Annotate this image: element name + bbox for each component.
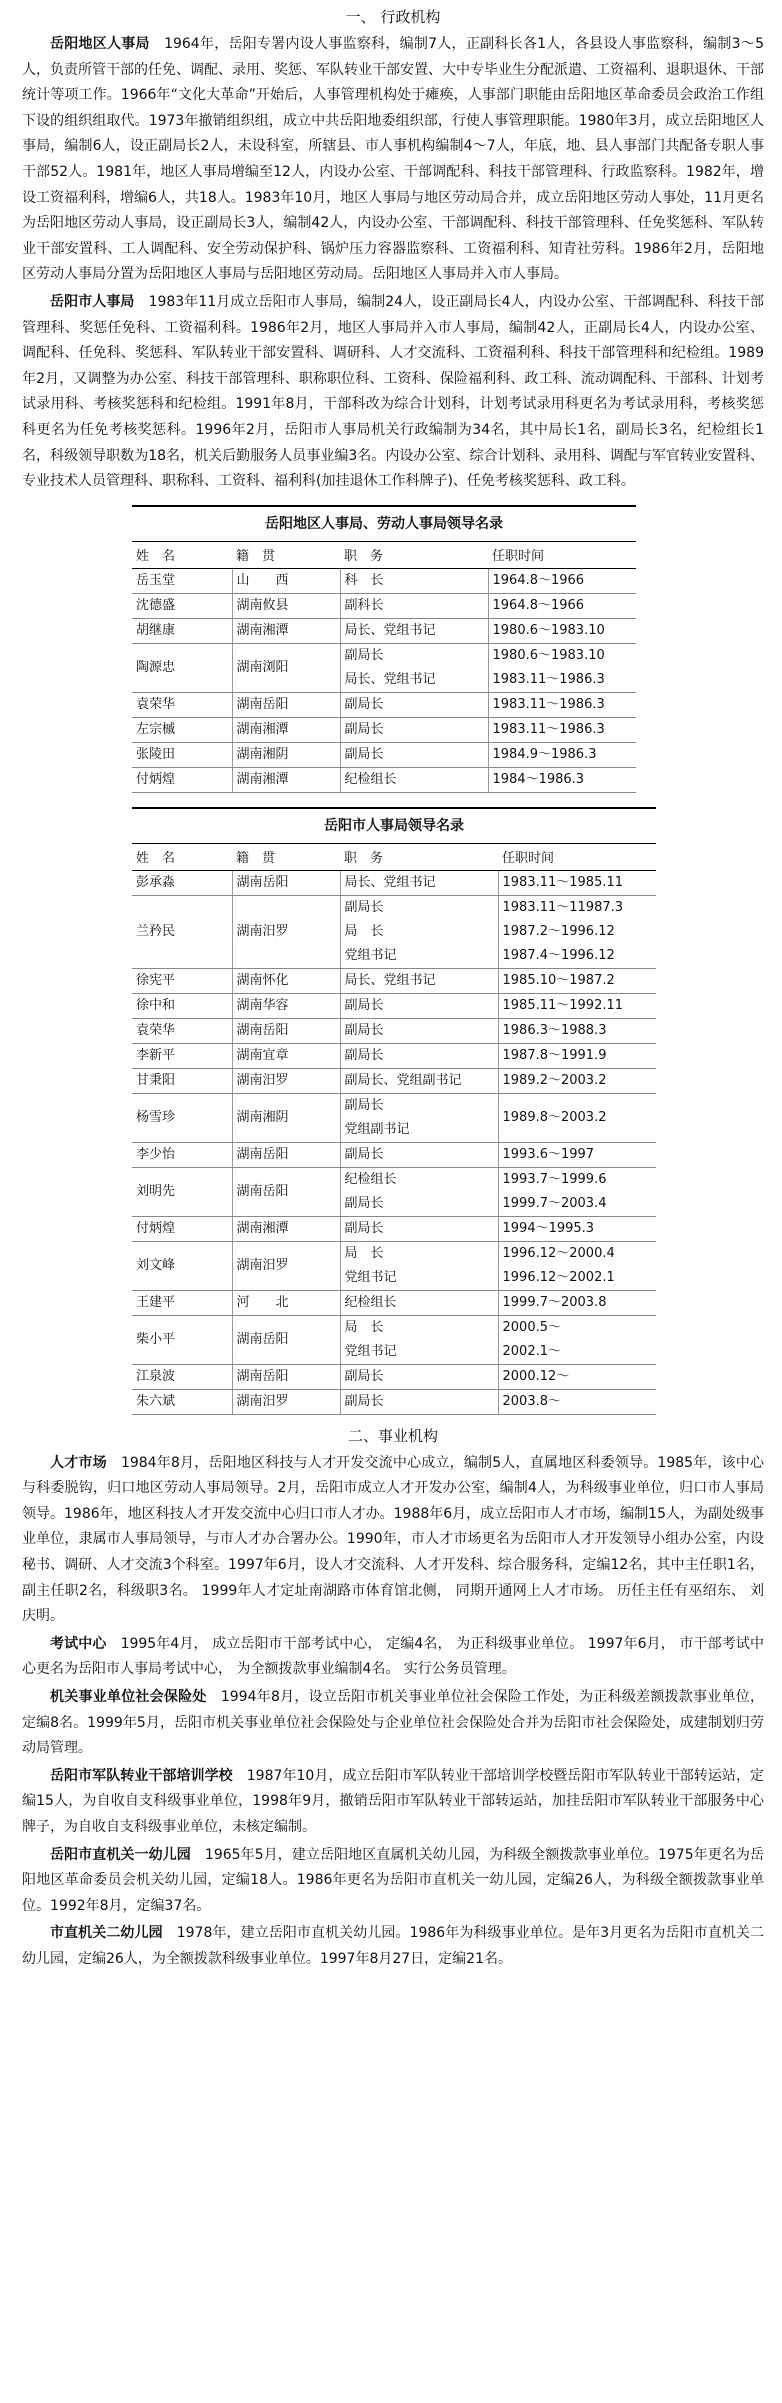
post-line: 局长、党组书记 (344, 874, 436, 890)
cell-post (340, 618, 488, 643)
table-row (132, 1018, 656, 1043)
table-row (132, 1043, 656, 1068)
cell-name: 袁荣华 (132, 692, 232, 717)
cell-term (488, 643, 636, 692)
paragraph-text: 1995年4月， 成立岳阳市干部考试中心， 定编4名， 为正科级事业单位。 1997年6月， 市干部考试中心更名为岳阳市人事局考试中心， 为全额拨款事业编制4名。 实行公务员管理。 (22, 1635, 764, 1678)
cell-term (488, 742, 636, 767)
term-line: 1984.9～1986.3 (492, 746, 597, 762)
cell-term (498, 1093, 656, 1142)
cell-origin: 湖南湘潭 (232, 717, 340, 742)
term-line: 1983.11～1986.3 (492, 696, 605, 712)
cell-origin: 湖南攸县 (232, 593, 340, 618)
cell-name: 胡继康 (132, 618, 232, 643)
cell-name: 徐中和 (132, 993, 232, 1018)
cell-term (498, 1290, 656, 1315)
table-row (132, 1093, 656, 1142)
cell-name: 彭承淼 (132, 870, 232, 895)
term-line: 1987.8～1991.9 (502, 1047, 607, 1063)
paragraph-heading: 考试中心 (50, 1635, 107, 1652)
post-line: 局 长 (344, 1319, 384, 1335)
cell-name: 张陵田 (132, 742, 232, 767)
term-line: 1964.8～1966 (492, 572, 585, 588)
cell-origin: 湖南湘潭 (232, 767, 340, 792)
post-line: 副局长 (344, 899, 384, 915)
term-line: 1987.4～1996.12 (502, 947, 615, 963)
cell-origin: 湖南湘阴 (232, 742, 340, 767)
cell-term (488, 593, 636, 618)
cell-name: 朱六斌 (132, 1389, 232, 1414)
table-row (132, 870, 656, 895)
table-header-row (132, 541, 636, 568)
cell-origin: 湖南岳阳 (232, 1167, 340, 1216)
header-post: 职 务 (340, 843, 498, 870)
table-header-row (132, 843, 656, 870)
cell-name: 袁荣华 (132, 1018, 232, 1043)
header-origin: 籍 贯 (232, 843, 340, 870)
term-line: 1983.11～1986.3 (492, 671, 605, 687)
cell-origin: 湖南岳阳 (232, 692, 340, 717)
cell-name: 陶源忠 (132, 643, 232, 692)
cell-name: 岳玉堂 (132, 568, 232, 593)
paragraph-text: 1983年11月成立岳阳市人事局，编制24人，设正副局长4人，内设办公室、干部调配科、科技干部管理科、奖惩任免科、工资福利科。1986年2月，地区人事局并入市人事局，编制42人，正副局长4人，内设办公室、调配科、任免科、奖惩科、军队转业干部安置科、调研科、人才交流科、工资福利科、科技干部管理科和纪检组。1989年2月，又调整为办公室、科技干部管理科、职称职位科、工资科、保险福利科、政工科、流动调配科、干部科、计划考试录用科、考核奖惩科和纪检组。1991年8月，干部科改为综合计划科，计划考试录用科更名为考试录用科，考核奖惩科更名为任免考核奖惩科。1996年2月，岳阳市人事局机关行政编制为34名，其中局长1名，副局长3名，纪检组长1名，科级领导职数为18名，机关后勤服务人员事业编3名。内设办公室、综合计划科、录用科、调配与军官转业安置科、专业技术人员管理科、职称科、工资科、福利科(加挂退休工作科牌子)、任免考核奖惩科、政工科。 (22, 293, 764, 490)
cell-post (340, 1142, 498, 1167)
cell-name: 柴小平 (132, 1315, 232, 1364)
cell-post (340, 1093, 498, 1142)
term-line: 1996.12～2000.4 (502, 1245, 615, 1261)
post-line: 副局长 (344, 1220, 384, 1236)
paragraph-heading: 市直机关二幼儿园 (50, 1925, 163, 1942)
post-line: 科 长 (344, 572, 384, 588)
cell-origin: 湖南岳阳 (232, 1364, 340, 1389)
post-line: 副局长 (344, 1022, 384, 1038)
term-line: 1999.7～2003.4 (502, 1195, 607, 1211)
cell-origin: 湖南岳阳 (232, 1315, 340, 1364)
cell-term (498, 1142, 656, 1167)
post-line: 副局长 (344, 1047, 384, 1063)
post-line: 副局长 (344, 696, 384, 712)
cell-origin: 湖南湘潭 (232, 618, 340, 643)
cell-origin: 湖南华容 (232, 993, 340, 1018)
header-name: 姓 名 (132, 843, 232, 870)
cell-origin: 湖南怀化 (232, 968, 340, 993)
paragraph-heading: 岳阳市军队转业干部培训学校 (50, 1767, 233, 1784)
table-row (132, 1364, 656, 1389)
term-line: 1989.2～2003.2 (502, 1072, 607, 1088)
table-row (132, 1216, 656, 1241)
term-line: 1983.11～1985.11 (502, 874, 624, 890)
cell-post (340, 1018, 498, 1043)
cell-post (340, 1068, 498, 1093)
post-line: 副局长 (344, 997, 384, 1013)
paragraph-heading: 岳阳地区人事局 (50, 36, 150, 52)
cell-origin: 湖南湘阴 (232, 1093, 340, 1142)
term-line: 1986.3～1988.3 (502, 1022, 607, 1038)
term-line: 2003.8～ (502, 1393, 561, 1409)
cell-term (498, 1043, 656, 1068)
table-caption: 岳阳地区人事局、劳动人事局领导名录 (132, 505, 636, 541)
paragraph-social-insurance (22, 1685, 764, 1762)
post-line: 局长、党组书记 (344, 972, 436, 988)
header-term: 任职时间 (498, 843, 656, 870)
cell-post (340, 692, 488, 717)
cell-term (498, 1241, 656, 1290)
term-line: 2000.5～ (502, 1319, 561, 1335)
post-line: 党组书记 (344, 1343, 397, 1359)
cell-term (498, 1389, 656, 1414)
table-row (132, 1290, 656, 1315)
post-line: 副局长 (344, 1097, 384, 1113)
table-row (132, 1241, 656, 1290)
paragraph-text: 1965年5月，建立岳阳地区直属机关幼儿园，为科级全额拨款事业单位。1975年更名为岳阳地区革命委员会机关幼儿园，定编18人。1986年更名为岳阳市直机关一幼儿园，定编26人，为科级全额拨款事业单位。1992年8月，定编37名。 (22, 1846, 765, 1914)
cell-name: 甘秉阳 (132, 1068, 232, 1093)
cell-name: 刘明先 (132, 1167, 232, 1216)
cell-origin: 湖南汨罗 (232, 1389, 340, 1414)
post-line: 局长、党组书记 (344, 622, 436, 638)
table-row (132, 692, 636, 717)
cell-name: 左宗槭 (132, 717, 232, 742)
cell-name: 李少怡 (132, 1142, 232, 1167)
post-line: 党组副书记 (344, 1121, 410, 1137)
term-line: 1987.2～1996.12 (502, 923, 615, 939)
cell-origin: 山 西 (232, 568, 340, 593)
table-row (132, 593, 636, 618)
term-line: 1984～1986.3 (492, 771, 585, 787)
header-post: 职 务 (340, 541, 488, 568)
cell-name: 李新平 (132, 1043, 232, 1068)
leader-roster-table-prefecture (132, 505, 636, 793)
cell-term (498, 1068, 656, 1093)
cell-post (340, 717, 488, 742)
term-line: 2002.1～ (502, 1343, 561, 1359)
cell-origin: 湖南汨罗 (232, 1241, 340, 1290)
cell-term (498, 870, 656, 895)
cell-post (340, 1241, 498, 1290)
cell-name: 杨雪珍 (132, 1093, 232, 1142)
cell-name: 王建平 (132, 1290, 232, 1315)
cell-post (340, 968, 498, 993)
post-line: 副科长 (344, 597, 384, 613)
cell-origin: 湖南汨罗 (232, 895, 340, 968)
cell-post (340, 1043, 498, 1068)
cell-origin: 湖南岳阳 (232, 1018, 340, 1043)
table-row (132, 643, 636, 692)
term-line: 2000.12～ (502, 1368, 570, 1384)
cell-term (488, 692, 636, 717)
cell-name: 付炳煌 (132, 767, 232, 792)
post-line: 副局长 (344, 1393, 384, 1409)
cell-term (498, 1216, 656, 1241)
document-page (22, 0, 764, 1975)
term-line: 1989.8～2003.2 (502, 1109, 607, 1125)
cell-origin: 湖南岳阳 (232, 870, 340, 895)
post-line: 纪检组长 (344, 1294, 397, 1310)
term-line: 1983.11～1986.3 (492, 721, 605, 737)
paragraph-exam-center (22, 1632, 764, 1683)
cell-post (340, 643, 488, 692)
term-line: 1983.11～11987.3 (502, 899, 624, 915)
term-line: 1980.6～1983.10 (492, 622, 605, 638)
cell-post (340, 1364, 498, 1389)
post-line: 副局长 (344, 1368, 384, 1384)
cell-term (488, 767, 636, 792)
cell-origin: 河 北 (232, 1290, 340, 1315)
cell-post (340, 993, 498, 1018)
post-line: 副局长 (344, 1146, 384, 1162)
table-row (132, 968, 656, 993)
cell-term (488, 618, 636, 643)
cell-name: 刘文峰 (132, 1241, 232, 1290)
term-line: 1980.6～1983.10 (492, 647, 605, 663)
table-row (132, 1167, 656, 1216)
paragraph-text: 1987年10月，成立岳阳市军队转业干部培训学校暨岳阳市军队转业干部转运站，定编15人，为自收自支科级事业单位，1998年9月，撤销岳阳市军队转业干部转运站，加挂岳阳市军队转业干部服务中心牌子，为自收自支科级事业单位，未核定编制。 (22, 1767, 765, 1835)
cell-post (340, 1290, 498, 1315)
cell-term (498, 968, 656, 993)
cell-post (340, 1315, 498, 1364)
paragraph-talent-market (22, 1451, 764, 1630)
cell-post (340, 895, 498, 968)
cell-post (340, 1389, 498, 1414)
cell-post (340, 870, 498, 895)
post-line: 党组书记 (344, 1269, 397, 1285)
post-line: 副局长 (344, 1195, 384, 1211)
post-line: 纪检组长 (344, 1171, 397, 1187)
paragraph-kindergarten-1 (22, 1843, 764, 1920)
term-line: 1985.10～1987.2 (502, 972, 615, 988)
term-line: 1993.6～1997 (502, 1146, 595, 1162)
paragraph-city-bureau (22, 290, 764, 495)
cell-origin: 湖南浏阳 (232, 643, 340, 692)
cell-post (340, 767, 488, 792)
term-line: 1996.12～2002.1 (502, 1269, 615, 1285)
cell-post (340, 593, 488, 618)
table-row (132, 717, 636, 742)
term-line: 1964.8～1966 (492, 597, 585, 613)
header-origin: 籍 贯 (232, 541, 340, 568)
table-row (132, 742, 636, 767)
table-row (132, 895, 656, 968)
table-row (132, 618, 636, 643)
cell-term (498, 895, 656, 968)
cell-term (488, 568, 636, 593)
cell-term (498, 1018, 656, 1043)
post-line: 局长、党组书记 (344, 671, 436, 687)
cell-post (340, 1167, 498, 1216)
cell-post (340, 1216, 498, 1241)
table-row (132, 568, 636, 593)
leader-roster-table-city (132, 807, 656, 1415)
paragraph-heading: 岳阳市直机关一幼儿园 (50, 1846, 191, 1863)
post-line: 纪检组长 (344, 771, 397, 787)
post-line: 副局长、党组副书记 (344, 1072, 462, 1088)
post-line: 副局长 (344, 721, 384, 737)
paragraph-prefecture-bureau (22, 32, 764, 288)
table-row (132, 1389, 656, 1414)
paragraph-text: 1978年，建立岳阳市直机关幼儿园。1986年为科级事业单位。是年3月更名为岳阳市直机关二幼儿园，定编26人，为全额拨款科级事业单位。1997年8月27日，定编21名。 (22, 1925, 764, 1967)
table-caption: 岳阳市人事局领导名录 (132, 807, 656, 843)
term-line: 1994～1995.3 (502, 1220, 595, 1236)
cell-name: 徐宪平 (132, 968, 232, 993)
cell-name: 付炳煌 (132, 1216, 232, 1241)
cell-origin: 湖南汨罗 (232, 1068, 340, 1093)
paragraph-kindergarten-2 (22, 1921, 764, 1972)
post-line: 局 长 (344, 923, 384, 939)
paragraph-text: 1964年，岳阳专署内设人事监察科，编制7人，正副科长各1人，各县设人事监察科，编制3～5人，负责所管干部的任免、调配、录用、奖惩、军队转业干部安置、大中专毕业生分配派遣、工资福利、退职退休、干部统计等项工作。1966年“文化大革命”开始后，人事管理机构处于瘫痪，人事部门职能由岳阳地区革命委员会政治工作组下设的组织组取代。1973年撤销组织组，成立中共岳阳地委组织部，行使人事管理职能。1980年3月，成立岳阳地区人事局，编制6人，设正副局长2人，未设科室，所辖县、市人事机构编制4～7人，年底，地、县人事部门共配备专职人事干部52人。1981年，地区人事局增编至12人，内设办公室、干部调配科、科技干部管理科、行政监察科。1982年，增设工资福利科，增编6人，共18人。1983年10月，地区人事局与地区劳动局合并，成立岳阳地区劳动人事处，11月更名为岳阳地区劳动人事局，设正副局长3人，编制42人，内设办公室、干部调配科、科技干部管理科、任免奖惩科、军队转业干部安置科、工人调配科、安全劳动保护科、锅炉压力容器监察科、工资福利科、知青社劳科。1986年2月，岳阳地区劳动人事局分置为岳阳地区人事局与岳阳地区劳动局。岳阳地区人事局并入市人事局。 (22, 36, 764, 283)
cell-name: 江泉波 (132, 1364, 232, 1389)
header-name: 姓 名 (132, 541, 232, 568)
term-line: 1985.11～1992.11 (502, 997, 624, 1013)
paragraph-heading: 人才市场 (50, 1454, 107, 1471)
paragraph-text: 1984年8月，岳阳地区科技与人才开发交流中心成立，编制5人，直属地区科委领导。1985年，该中心与科委脱钩，归口地区劳动人事局领导。2月，岳阳市成立人才开发办公室，编制4人，为科级事业单位，归口市人事局领导。1986年，地区科技人才开发交流中心归口市人才办。1988年6月，成立岳阳市人才市场，编制15人，为副处级事业单位，隶属市人事局领导，与市人才办合署办公。1990年，市人才市场更名为岳阳市人才开发领导小组办公室，内设秘书、调研、人才交流3个科室。1997年6月，设人才交流科、人才开发科、综合服务科，定编12名，其中主任职1名，副主任职2名，科级职3名。 1999年人才定址南湖路市体育馆北侧， 同期开通网上人才市场。 历任主任有巫绍东、 刘庆明。 (22, 1454, 764, 1625)
cell-term (488, 717, 636, 742)
cell-origin: 湖南宜章 (232, 1043, 340, 1068)
table-row (132, 1068, 656, 1093)
cell-post (340, 568, 488, 593)
term-line: 1993.7～1999.6 (502, 1171, 607, 1187)
cell-origin: 湖南湘潭 (232, 1216, 340, 1241)
cell-term (498, 993, 656, 1018)
table-row (132, 1142, 656, 1167)
paragraph-text: 1994年8月，设立岳阳市机关事业单位社会保险工作处，为正科级差额拨款事业单位，定编8名。1999年5月，岳阳市机关事业单位社会保险处与企业单位社会保险处合并为岳阳市社会保险处，成建制划归劳动局管理。 (22, 1689, 764, 1757)
paragraph-heading: 机关事业单位社会保险处 (50, 1689, 207, 1706)
cell-origin: 湖南岳阳 (232, 1142, 340, 1167)
cell-post (340, 742, 488, 767)
term-line: 1999.7～2003.8 (502, 1294, 607, 1310)
post-line: 副局长 (344, 746, 384, 762)
paragraph-training-school (22, 1764, 764, 1841)
section-title-institutions: 二、事业机构 (347, 1426, 438, 1445)
post-line: 党组书记 (344, 947, 397, 963)
cell-term (498, 1167, 656, 1216)
table-row (132, 767, 636, 792)
section-title-admin: 一、 行政机构 (345, 8, 441, 26)
table-row (132, 1315, 656, 1364)
table-row (132, 993, 656, 1018)
cell-name: 兰矜民 (132, 895, 232, 968)
paragraph-heading: 岳阳市人事局 (50, 293, 135, 310)
header-term: 任职时间 (488, 541, 636, 568)
cell-name: 沈德盛 (132, 593, 232, 618)
cell-term (498, 1364, 656, 1389)
post-line: 局 长 (344, 1245, 384, 1261)
post-line: 副局长 (344, 647, 384, 663)
cell-term (498, 1315, 656, 1364)
